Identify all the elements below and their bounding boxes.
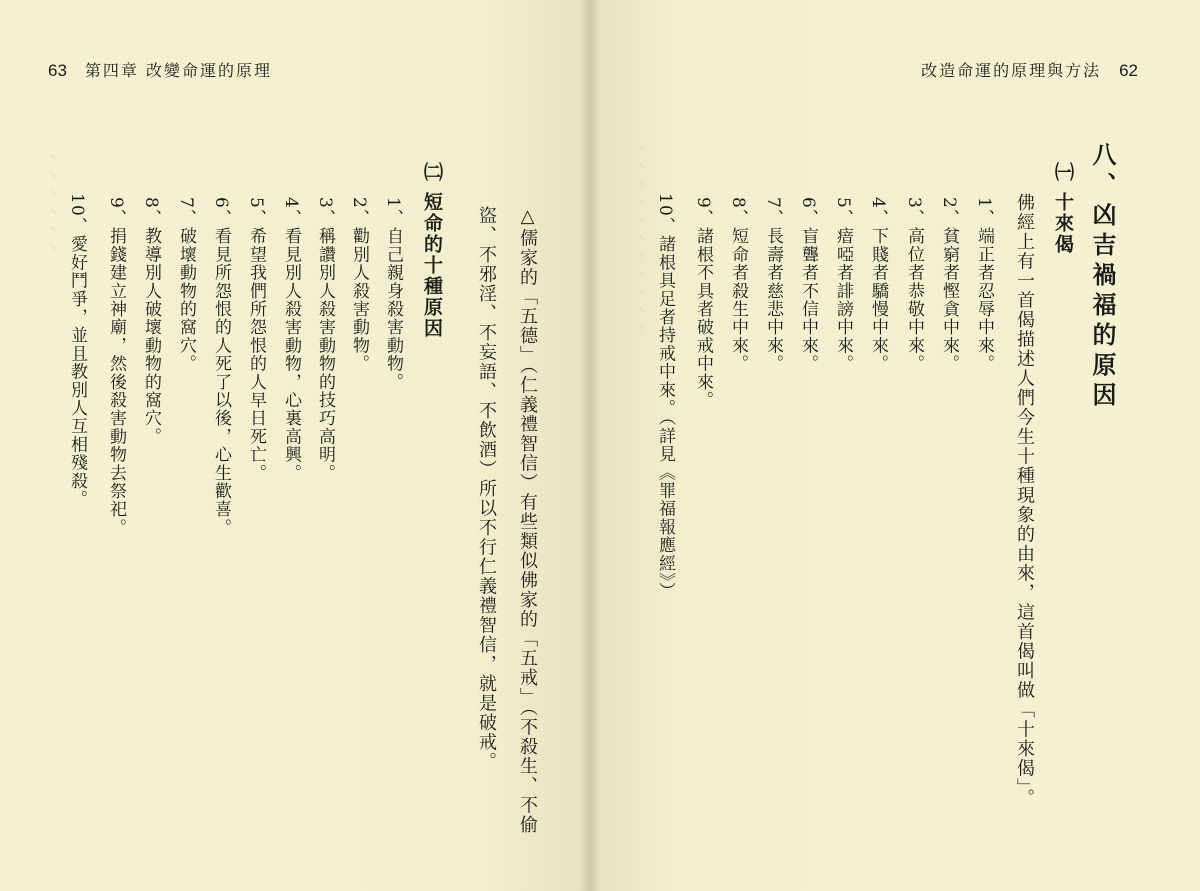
section-subheading: ㈠ 十來偈 (1052, 162, 1074, 255)
list-item: 7、破壞動物的窩穴。 (176, 197, 196, 373)
list-item: 3、高位者恭敬中來。 (904, 197, 924, 373)
list-item: 2、勸別人殺害動物。 (349, 197, 369, 373)
list-item: 8、短命者殺生中來。 (728, 197, 748, 373)
list-item: 2、貧窮者慳貪中來。 (939, 197, 959, 373)
list-item: 10、愛好鬥爭，並且教別人互相殘殺。 (67, 193, 87, 509)
section-heading: 八、凶吉禍福的原因 (1088, 142, 1117, 412)
list-item: 1、自己親身殺害動物。 (383, 197, 403, 392)
list-item: 6、看見所怨恨的人死了以後，心生歡喜。 (211, 197, 231, 537)
list-item: 9、諸根不具者破戒中來。 (693, 197, 713, 410)
list-item: 3、稱讚別人殺害動物的技巧高明。 (315, 197, 335, 483)
list-item: 4、下賤者驕慢中來。 (868, 197, 888, 373)
list-item: 10、諸根具足者持戒中來。（詳見《罪福報應經》） (655, 193, 675, 601)
right-page (590, 0, 1200, 891)
bleed-through-text: 丶丶丶丶丶丶丶丶丶丶丶 (631, 140, 649, 338)
section-subheading: ㈡ 短命的十種原因 (421, 162, 443, 339)
right-page-header (921, 58, 1138, 81)
book-gutter (580, 0, 600, 891)
list-item: 6、盲聾者不信中來。 (798, 197, 818, 373)
right-running-head: 改造命運的原理與方法 (921, 61, 1102, 80)
list-item: 8、教導別人破壞動物的窩穴。 (141, 197, 161, 446)
left-running-head: 第四章 改變命運的原理 (84, 61, 273, 80)
paragraph-line: △儒家的「五德」（仁義禮智信）有些類似佛家的「五戒」（不殺生、不偷 (517, 206, 538, 835)
right-page-number: 62 (1119, 61, 1138, 80)
left-page-header (48, 58, 272, 81)
paragraph-line: 佛經上有一首偈描述人們今生十種現象的由來，這首偈叫做「十來偈」。 (1014, 193, 1035, 808)
list-item: 4、看見別人殺害動物，心裏高興。 (281, 197, 301, 483)
list-item: 5、希望我們所怨恨的人早日死亡。 (246, 197, 266, 483)
left-page-number: 63 (48, 61, 67, 80)
list-item: 7、長壽者慈悲中來。 (763, 197, 783, 373)
list-item: 5、瘖啞者誹謗中來。 (833, 197, 853, 373)
left-page (0, 0, 590, 891)
paragraph-line: 盜、不邪淫、不妄語、不飲酒）所以不行仁義禮智信，就是破戒。 (476, 206, 497, 772)
list-item: 1、端正者忍辱中來。 (974, 197, 994, 373)
list-item: 9、捐錢建立神廟，然後殺害動物去祭祀。 (106, 197, 126, 537)
bleed-through-text: 丶丶丶丶丶丶 (43, 150, 61, 258)
